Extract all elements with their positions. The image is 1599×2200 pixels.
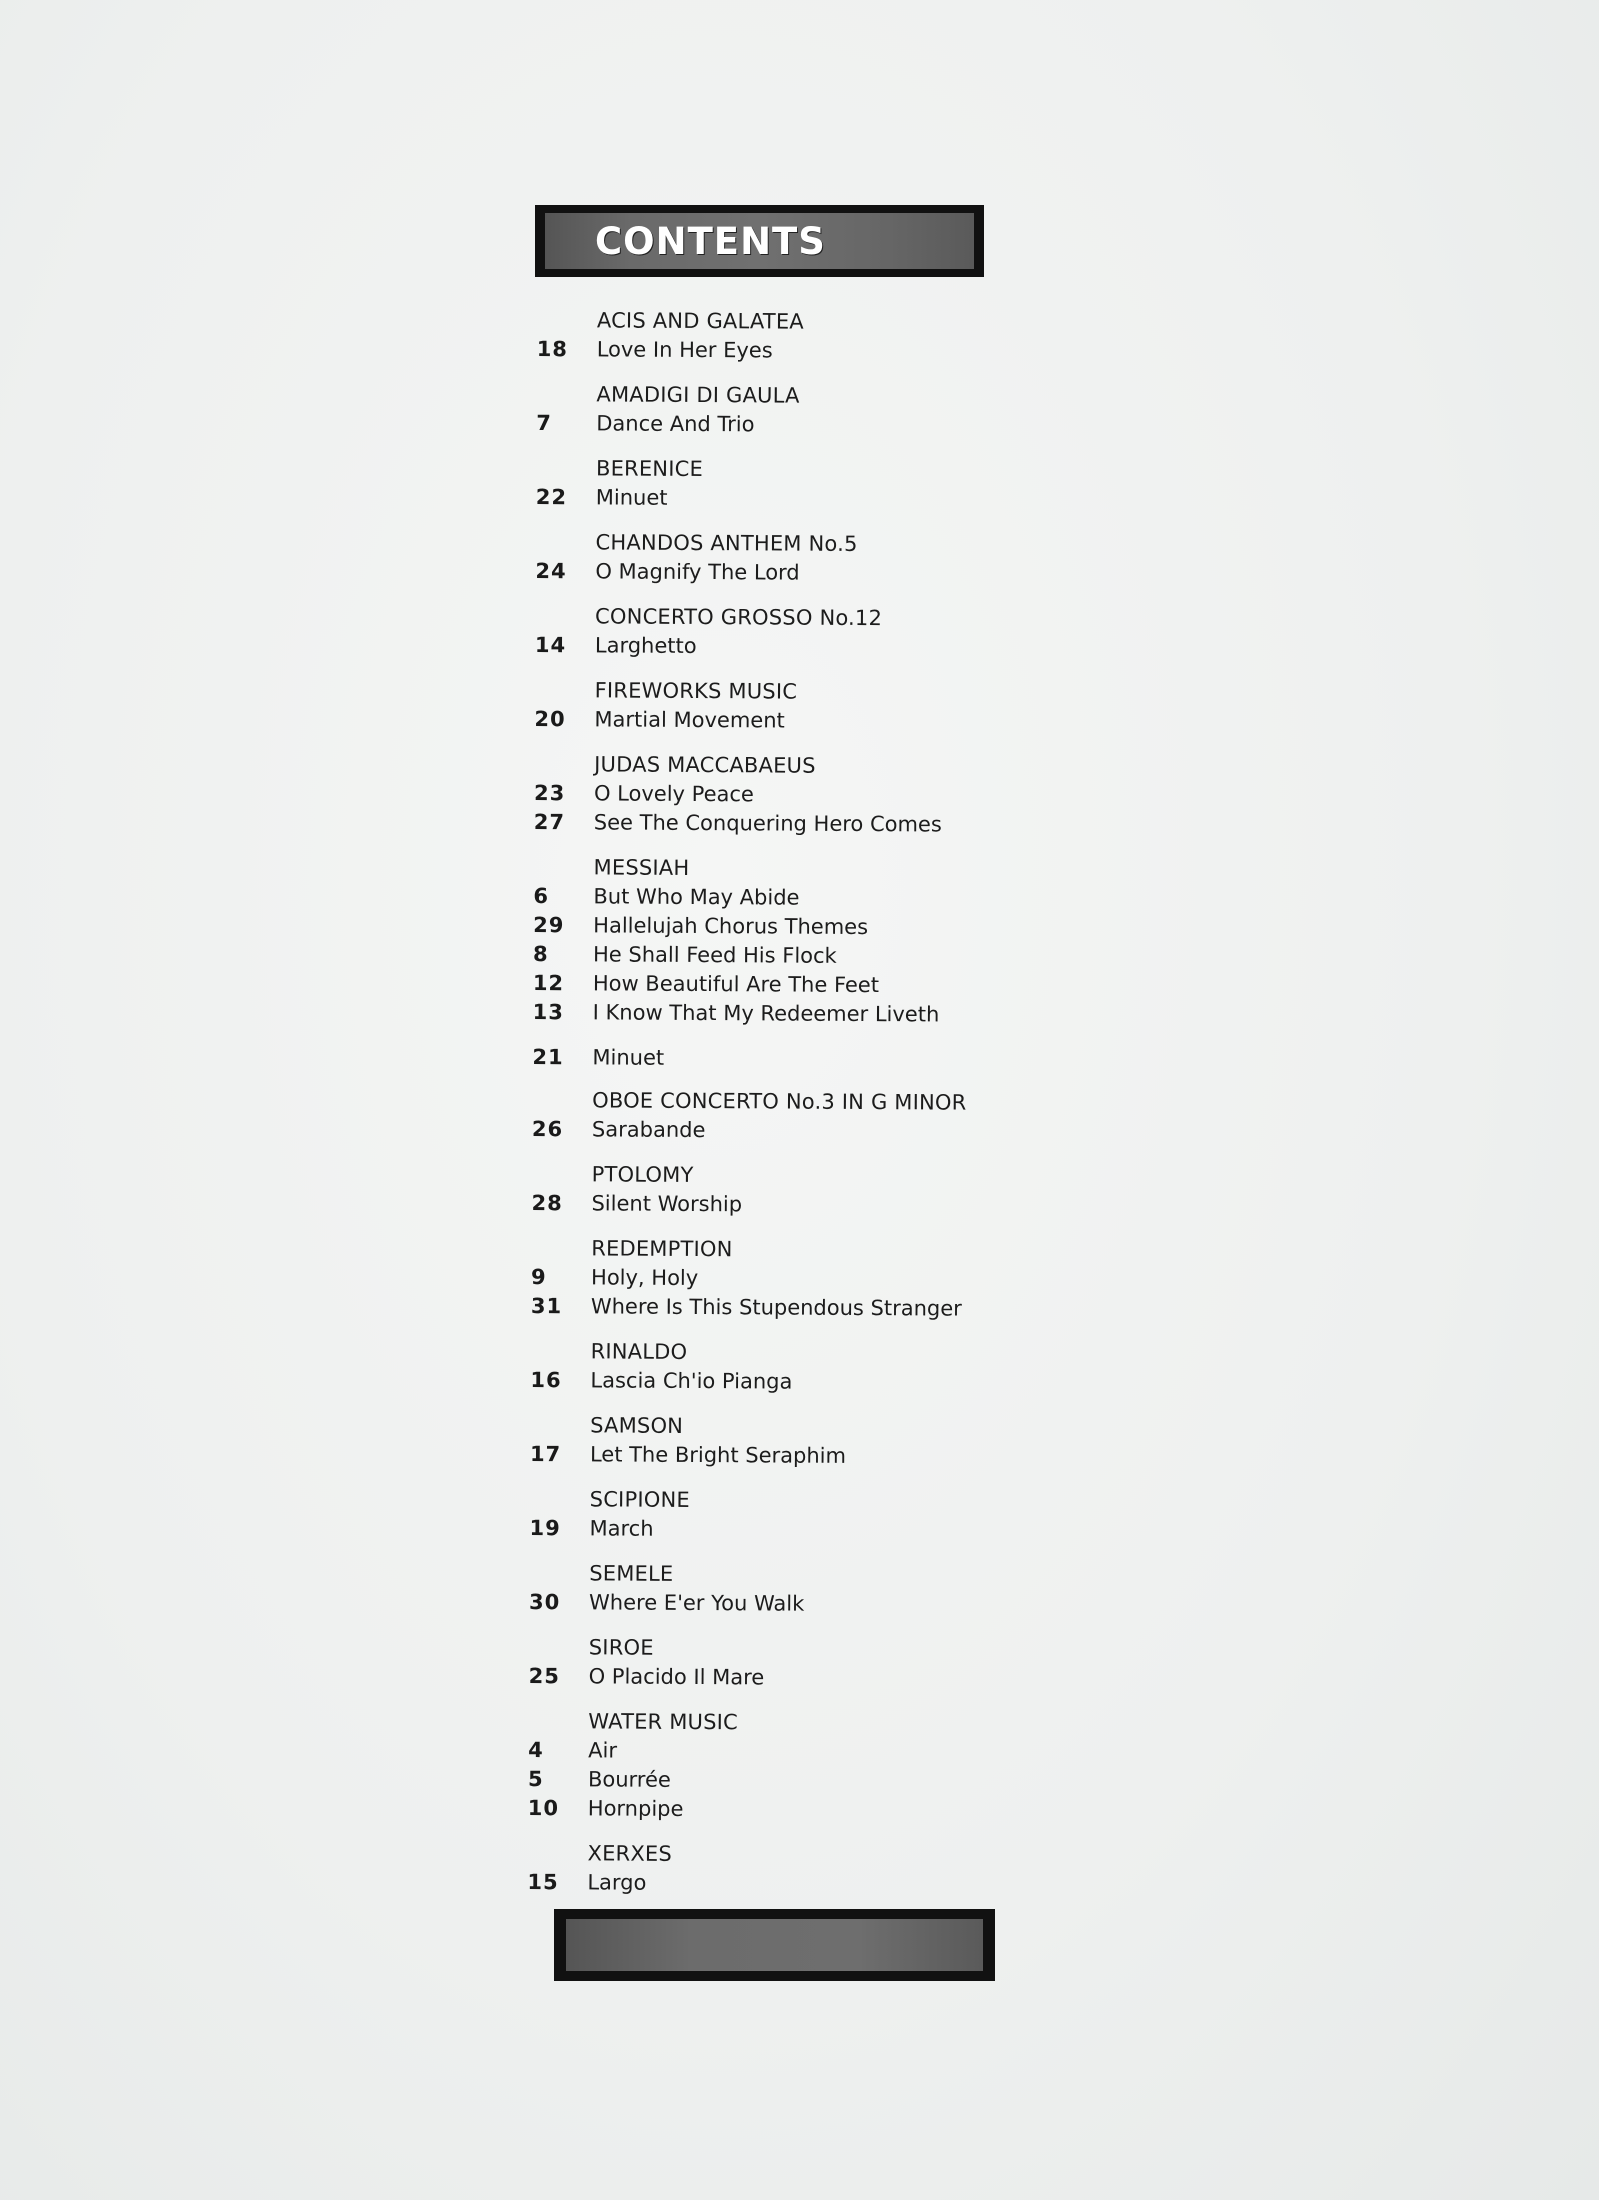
toc-group-title: FIREWORKS MUSIC xyxy=(594,678,798,704)
toc-group-title: WATER MUSIC xyxy=(588,1709,739,1735)
toc-entry xyxy=(533,911,1133,944)
bottom-banner-fill xyxy=(566,1919,983,1971)
toc-entry xyxy=(530,1440,1130,1473)
toc-group-title: SCIPIONE xyxy=(589,1487,690,1512)
toc-entry-page-number: 23 xyxy=(533,780,566,806)
toc-entry-title: I Know That My Redeemer Liveth xyxy=(592,1000,940,1027)
toc-entry-title: But Who May Abide xyxy=(593,884,800,910)
toc-group xyxy=(527,1839,1127,1901)
toc-entry-page-number: 26 xyxy=(531,1116,564,1142)
toc-entry xyxy=(536,409,1136,442)
toc-group xyxy=(534,750,1135,841)
toc-entry-page-number: 15 xyxy=(527,1869,559,1895)
toc-entry xyxy=(536,483,1136,516)
toc-entry-title: March xyxy=(589,1516,654,1541)
toc-group xyxy=(529,1633,1129,1695)
toc-entry-page-number: 29 xyxy=(533,912,565,938)
toc-entry-title: O Lovely Peace xyxy=(593,781,754,807)
toc-group xyxy=(536,454,1136,516)
toc-entry-title: Holy, Holy xyxy=(590,1265,699,1291)
toc-entry-title: Martial Movement xyxy=(594,707,785,733)
toc-entry-title: Silent Worship xyxy=(591,1191,743,1217)
toc-entry-page-number: 14 xyxy=(534,632,567,658)
toc-entry xyxy=(528,1736,1128,1769)
toc-entry xyxy=(527,1868,1127,1901)
toc-entry xyxy=(537,335,1137,368)
toc-group-title: JUDAS MACCABAEUS xyxy=(594,752,816,778)
toc-group-title: AMADIGI DI GAULA xyxy=(596,382,800,408)
contents-banner xyxy=(535,205,984,277)
toc-group-title: SAMSON xyxy=(590,1413,684,1438)
toc-entry-title: See The Conquering Hero Comes xyxy=(593,810,942,837)
toc-entry-page-number: 31 xyxy=(530,1293,563,1319)
toc-group xyxy=(530,1337,1130,1399)
toc-entry xyxy=(531,1292,1131,1325)
toc-entry-title: O Placido Il Mare xyxy=(588,1664,765,1690)
toc-group-title: RINALDO xyxy=(590,1339,688,1364)
toc-entry-page-number: 9 xyxy=(530,1264,547,1290)
toc-entry-page-number: 10 xyxy=(527,1795,560,1821)
toc-entry-page-number: 4 xyxy=(528,1737,544,1763)
toc-entry xyxy=(528,1794,1128,1827)
toc-entry-title: Hallelujah Chorus Themes xyxy=(593,913,869,940)
toc-entry xyxy=(533,998,1133,1031)
toc-entry xyxy=(533,882,1133,915)
toc-entry-title: Larghetto xyxy=(594,633,697,658)
toc-entry-page-number: 8 xyxy=(532,941,549,967)
toc-group xyxy=(530,1411,1130,1473)
toc-entry-title: How Beautiful Are The Feet xyxy=(592,971,880,998)
toc-entry-page-number: 12 xyxy=(532,970,565,996)
toc-entry-title: Where E'er You Walk xyxy=(589,1590,805,1616)
toc-entry xyxy=(532,1115,1132,1148)
toc-group-title: OBOE CONCERTO No.3 IN G MINOR xyxy=(592,1088,967,1115)
toc-group xyxy=(532,1043,1132,1076)
toc-entry xyxy=(533,940,1133,973)
toc-group xyxy=(529,1559,1129,1621)
contents-banner-fill xyxy=(545,213,974,269)
toc-entry-page-number: 17 xyxy=(529,1441,562,1467)
toc-entry-title: He Shall Feed His Flock xyxy=(592,942,837,968)
bottom-banner xyxy=(554,1909,995,1981)
toc-entry-title: Largo xyxy=(587,1870,647,1895)
toc-entry-page-number: 20 xyxy=(534,706,566,732)
toc-entry xyxy=(529,1588,1129,1621)
toc-entry-page-number: 22 xyxy=(535,484,568,510)
toc-group xyxy=(534,676,1134,738)
toc-group-title: ACIS AND GALATEA xyxy=(596,308,804,334)
toc-group xyxy=(535,528,1135,590)
toc-entry-page-number: 24 xyxy=(535,558,567,584)
toc-entry xyxy=(529,1514,1129,1547)
toc-entry-page-number: 18 xyxy=(536,336,569,362)
toc-entry xyxy=(531,1263,1131,1296)
toc-group-title: MESSIAH xyxy=(593,855,690,880)
toc-group-title: PTOLOMY xyxy=(591,1162,694,1187)
toc-entry-title: Bourrée xyxy=(587,1767,671,1792)
toc-entry xyxy=(535,557,1135,590)
toc-group xyxy=(533,853,1134,1031)
toc-entry-title: Love In Her Eyes xyxy=(596,337,773,363)
toc-entry-title: Minuet xyxy=(595,485,668,510)
toc-entry-title: Hornpipe xyxy=(587,1796,684,1821)
toc-group xyxy=(532,1086,1132,1148)
toc-entry-page-number: 28 xyxy=(531,1190,563,1216)
toc-group-title: SIROE xyxy=(588,1635,654,1660)
toc-entry-title: O Magnify The Lord xyxy=(595,559,800,585)
toc-entry xyxy=(529,1662,1129,1695)
toc-entry-title: Lascia Ch'io Pianga xyxy=(590,1368,793,1394)
toc-entry-page-number: 19 xyxy=(529,1515,561,1541)
page-title: CONTENTS xyxy=(595,219,826,263)
toc-group xyxy=(536,380,1136,442)
toc-entry-page-number: 5 xyxy=(527,1766,544,1792)
toc-entry xyxy=(535,631,1135,664)
toc-entry-title: Let The Bright Seraphim xyxy=(589,1442,847,1468)
toc-entry xyxy=(534,808,1134,841)
toc-entry-page-number: 6 xyxy=(533,883,550,909)
toc-entry-title: Dance And Trio xyxy=(596,411,755,437)
toc-group xyxy=(535,602,1135,664)
toc-group-title: BERENICE xyxy=(595,456,704,482)
toc-group-title: CHANDOS ANTHEM No.5 xyxy=(595,530,858,556)
toc-entry xyxy=(534,779,1134,812)
toc-group xyxy=(528,1707,1129,1827)
toc-entry xyxy=(534,705,1134,738)
toc-entry-page-number: 25 xyxy=(528,1663,560,1689)
toc-group xyxy=(537,306,1137,368)
toc-entry xyxy=(528,1765,1128,1798)
toc-entry-title: Air xyxy=(588,1738,618,1763)
toc-entry-page-number: 30 xyxy=(529,1589,561,1615)
toc-entry xyxy=(533,969,1133,1002)
toc-entry-page-number: 21 xyxy=(532,1044,564,1070)
toc-entry xyxy=(531,1189,1131,1222)
table-of-contents xyxy=(527,306,1137,1917)
toc-group-title: SEMELE xyxy=(589,1561,674,1586)
toc-group-title: REDEMPTION xyxy=(591,1236,733,1262)
toc-entry-title: Minuet xyxy=(592,1045,665,1070)
toc-entry-page-number: 7 xyxy=(536,410,552,436)
toc-entry-title: Where Is This Stupendous Stranger xyxy=(590,1294,962,1321)
toc-entry-page-number: 27 xyxy=(533,809,566,835)
toc-group xyxy=(531,1160,1131,1222)
toc-group xyxy=(531,1234,1132,1325)
toc-entry-title: Sarabande xyxy=(591,1117,706,1143)
toc-entry xyxy=(530,1366,1130,1399)
toc-group-title: CONCERTO GROSSO No.12 xyxy=(595,604,883,631)
toc-group-title: XERXES xyxy=(587,1841,673,1866)
toc-entry-page-number: 13 xyxy=(532,999,564,1025)
toc-entry-page-number: 16 xyxy=(530,1367,562,1393)
toc-group xyxy=(529,1485,1129,1547)
toc-entry xyxy=(532,1043,1132,1076)
